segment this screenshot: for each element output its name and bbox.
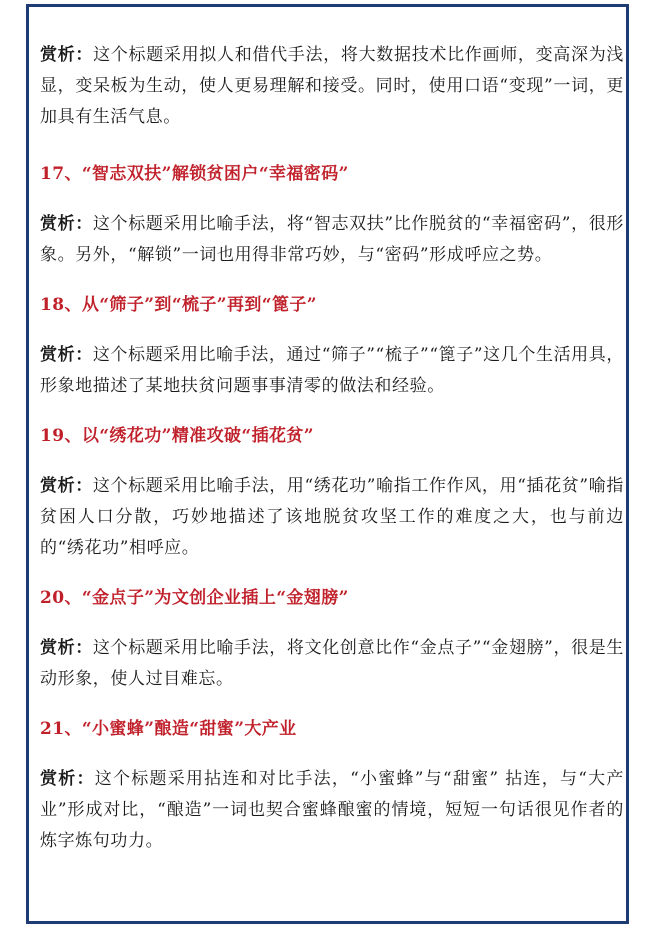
heading-18: 18、从“筛子”到“梳子”再到“篦子” <box>40 295 317 315</box>
analysis-label: 赏析： <box>40 45 94 65</box>
analysis-label: 赏析： <box>40 769 95 789</box>
analysis-label: 赏析： <box>40 638 93 658</box>
analysis-text: 这个标题采用比喻手法，将文化创意比作“金点子”“金翅膀”，很是生动形象，使人过目难忘。 <box>40 638 624 689</box>
analysis-label: 赏析： <box>40 476 93 496</box>
heading-17: 17、“智志双扶”解锁贫困户“幸福密码” <box>40 164 349 184</box>
analysis-paragraph-16 <box>40 40 624 133</box>
analysis-paragraph-18 <box>40 340 624 402</box>
analysis-label: 赏析： <box>40 214 93 234</box>
analysis-text: 这个标题采用拈连和对比手法，“小蜜蜂”与“甜蜜” 拈连，与“大产业”形成对比，“酿造”一词也契合蜜蜂酿蜜的情境，短短一句话很见作者的炼字炼句功力。 <box>40 769 624 851</box>
heading-21: 21、“小蜜蜂”酿造“甜蜜”大产业 <box>40 719 297 739</box>
analysis-text: 这个标题采用比喻手法，通过“筛子”“梳子”“篦子”这几个生活用具，形象地描述了某地扶贫问题事事清零的做法和经验。 <box>40 345 624 396</box>
analysis-label: 赏析： <box>40 345 93 365</box>
analysis-paragraph-20 <box>40 633 624 695</box>
document-body <box>40 40 624 857</box>
analysis-text: 这个标题采用比喻手法，用“绣花功”喻指工作作风，用“插花贫”喻指贫困人口分散，巧妙地描述了该地脱贫攻坚工作的难度之大，也与前边的“绣花功”相呼应。 <box>40 476 624 558</box>
analysis-text: 这个标题采用比喻手法，将“智志双扶”比作脱贫的“幸福密码”，很形象。另外，“解锁”一词也用得非常巧妙，与“密码”形成呼应之势。 <box>40 214 624 265</box>
analysis-paragraph-21 <box>40 764 624 857</box>
analysis-paragraph-17 <box>40 209 624 271</box>
analysis-text: 这个标题采用拟人和借代手法，将大数据技术比作画师，变高深为浅显，变呆板为生动，使人更易理解和接受。同时，使用口语“变现”一词，更加具有生活气息。 <box>40 45 624 127</box>
analysis-paragraph-19 <box>40 471 624 564</box>
heading-19: 19、以“绣花功”精准攻破“插花贫” <box>40 426 314 446</box>
heading-20: 20、“金点子”为文创企业插上“金翅膀” <box>40 588 349 608</box>
